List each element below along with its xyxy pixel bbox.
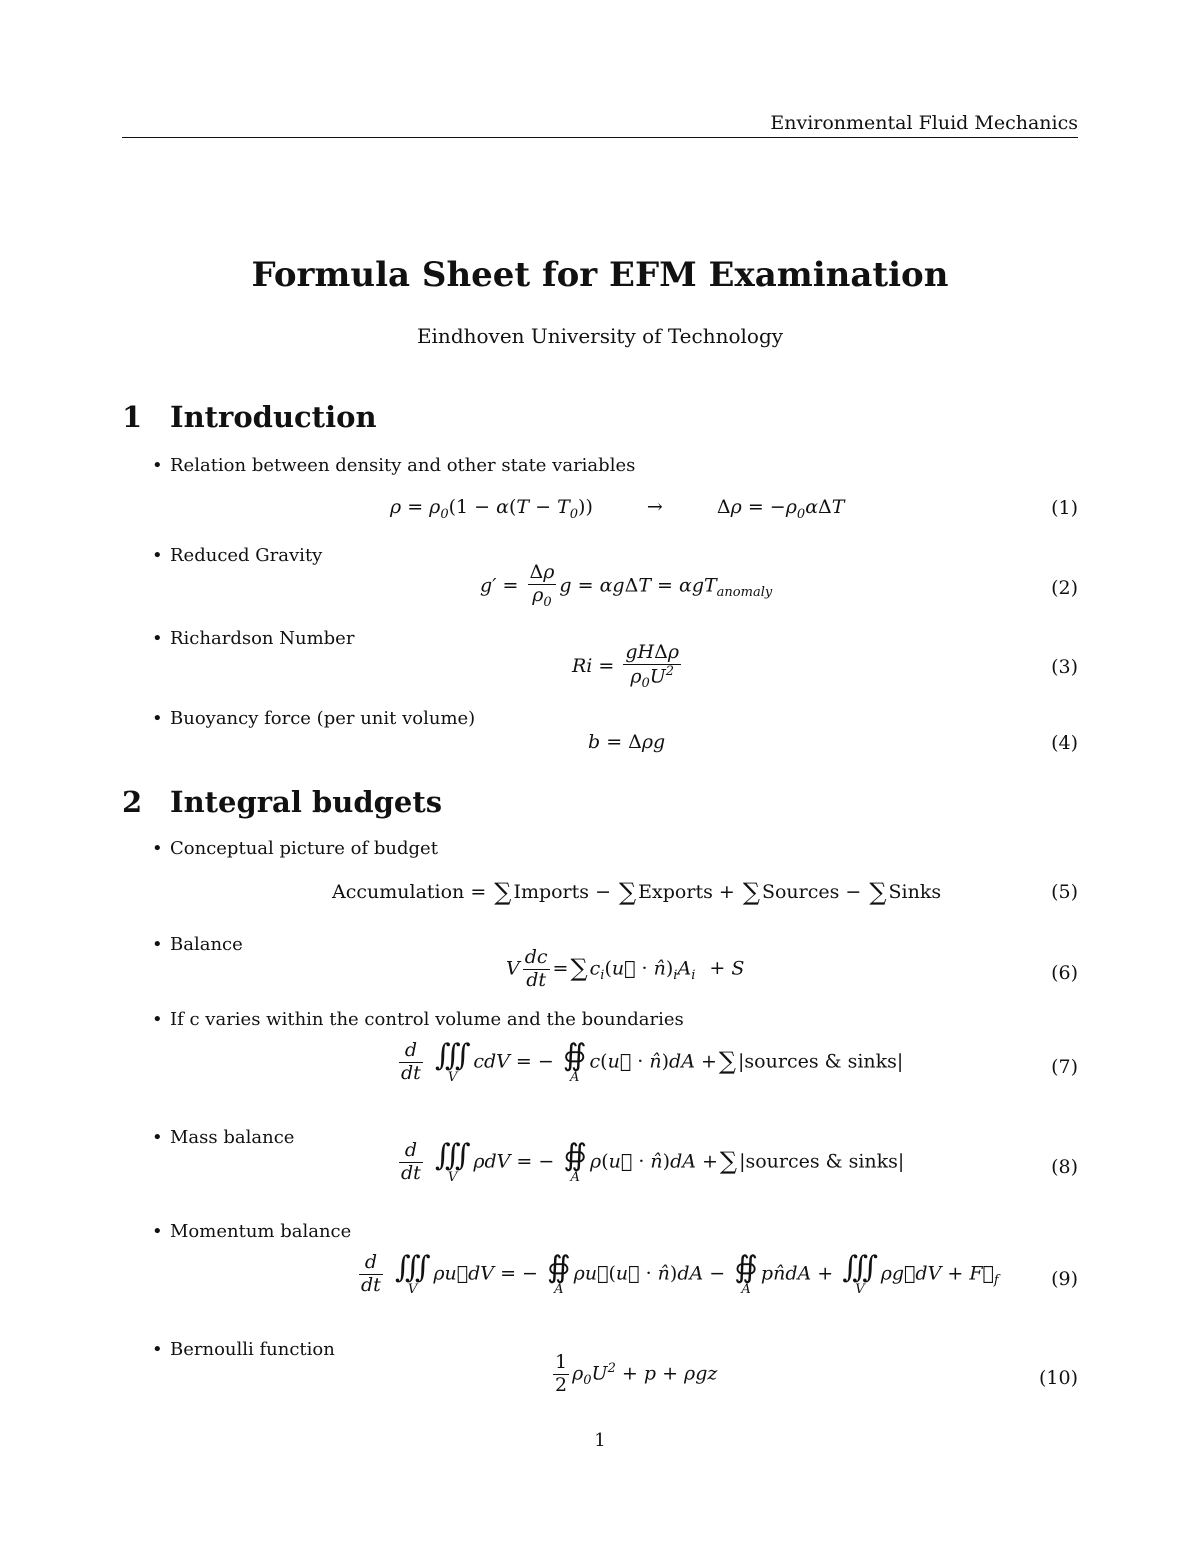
bullet-label: Bernoulli function xyxy=(170,1339,335,1360)
bullet-label: If c varies within the control volume and the boundaries xyxy=(170,1009,684,1030)
bullet-icon: • xyxy=(152,1221,163,1242)
section-number: 2 xyxy=(122,785,143,819)
word-sinks: Sinks xyxy=(888,881,942,903)
equation-number: (4) xyxy=(1051,732,1078,754)
bullet-icon: • xyxy=(152,455,163,476)
bullet-icon: • xyxy=(152,934,163,955)
bullet-icon: • xyxy=(152,1127,163,1148)
equation-number: (10) xyxy=(1038,1367,1078,1389)
equation-2: g′ = $\frac{\Delta\rho}{\rho_0}$ g = αgΔT = αgT$_{anomaly}$ xyxy=(480,561,773,610)
bullet-icon: • xyxy=(152,1339,163,1360)
section-title: Introduction xyxy=(170,400,377,434)
word-sources-sinks: |sources & sinks| xyxy=(738,1050,904,1073)
equation-9: $\frac{d}{dt}$ ∭ V ρu⃗dV = − ∯ A ρu⃗(u⃗ · n̂)dA − ∯ A pn̂dA + ∭ V ρg⃗dV + $F⃗_f$ xyxy=(361,1249,999,1297)
bullet-label: Momentum balance xyxy=(170,1221,352,1242)
bullet-label: Relation between density and other state variables xyxy=(170,455,636,476)
bullet-icon: • xyxy=(152,545,163,566)
equation-3: Ri = $\frac{\text{gHΔρ}}{\rho_0U^2}$ xyxy=(572,641,680,691)
bullet-icon: • xyxy=(152,1009,163,1030)
equation-1: $\rho = \rho_0(1 - \alpha(T - T_0)) \to \Delta\rho = -\rho_0\alpha\Delta T$ xyxy=(390,496,845,522)
bullet-item xyxy=(152,1009,684,1030)
bullet-item xyxy=(152,1127,294,1148)
bullet-item xyxy=(152,628,354,649)
word-sources-sinks: |sources & sinks| xyxy=(739,1150,905,1173)
equation-6: V $\frac{dc}{dt}$ =∑ $c_i(u⃗$ · $n̂)_iA_i + S$ xyxy=(506,946,745,991)
word-exports: Exports xyxy=(638,881,713,903)
equation-number: (7) xyxy=(1051,1056,1078,1078)
bullet-label: Buoyancy force (per unit volume) xyxy=(170,708,476,729)
bullet-item xyxy=(152,545,322,566)
header-rule xyxy=(122,137,1078,138)
document-title: Formula Sheet for EFM Examination xyxy=(251,255,949,295)
running-header: Environmental Fluid Mechanics xyxy=(770,112,1078,134)
word-accumulation: Accumulation xyxy=(332,881,465,903)
word-imports: Imports xyxy=(513,881,590,903)
bullet-item xyxy=(152,708,475,729)
bullet-label: Mass balance xyxy=(170,1127,295,1148)
bullet-label: Conceptual picture of budget xyxy=(170,838,438,859)
equation-7: $\frac{d}{dt}$ ∭ V cdV = − ∯ A c(u⃗ · n̂)dA +∑ |sources & sinks| xyxy=(401,1037,904,1085)
equation-number: (2) xyxy=(1051,577,1078,599)
bullet-label: Richardson Number xyxy=(170,628,355,649)
bullet-label: Reduced Gravity xyxy=(170,545,323,566)
equation-4: b = Δρg xyxy=(588,731,666,753)
equation-number: (6) xyxy=(1051,962,1078,984)
bullet-item xyxy=(152,838,438,859)
equation-number: (3) xyxy=(1051,656,1078,678)
page-number: 1 xyxy=(594,1430,606,1451)
bullet-item xyxy=(152,934,243,955)
section-number: 1 xyxy=(122,400,143,434)
equation-number: (8) xyxy=(1051,1156,1078,1178)
equation-number: (5) xyxy=(1051,881,1078,903)
document-subtitle: Eindhoven University of Technology xyxy=(416,324,784,348)
equation-number: (9) xyxy=(1051,1268,1078,1290)
section-title: Integral budgets xyxy=(170,785,443,819)
bullet-item xyxy=(152,1221,351,1242)
word-sources: Sources xyxy=(761,881,840,903)
bullet-icon: • xyxy=(152,838,163,859)
anomaly-subscript: anomaly xyxy=(716,585,773,601)
bullet-item xyxy=(152,1339,335,1360)
bullet-icon: • xyxy=(152,628,163,649)
bullet-label: Balance xyxy=(170,934,243,955)
bullet-item xyxy=(152,455,635,476)
equation-5: Accumulation = ∑ Imports − ∑ Exports + ∑ Sources − ∑ Sinks xyxy=(332,878,942,906)
equation-number: (1) xyxy=(1051,497,1078,519)
section-heading-integral-budgets xyxy=(122,785,442,819)
equation-8: $\frac{d}{dt}$ ∭ V ρdV = − ∯ A ρ(u⃗ · n̂)dA +∑ |sources & sinks| xyxy=(401,1137,905,1185)
bullet-icon: • xyxy=(152,708,163,729)
section-heading-introduction xyxy=(122,400,377,434)
equation-10: $\frac{1}{2}$ $\rho_0U^2 + p + \rho gz$ xyxy=(555,1351,718,1396)
